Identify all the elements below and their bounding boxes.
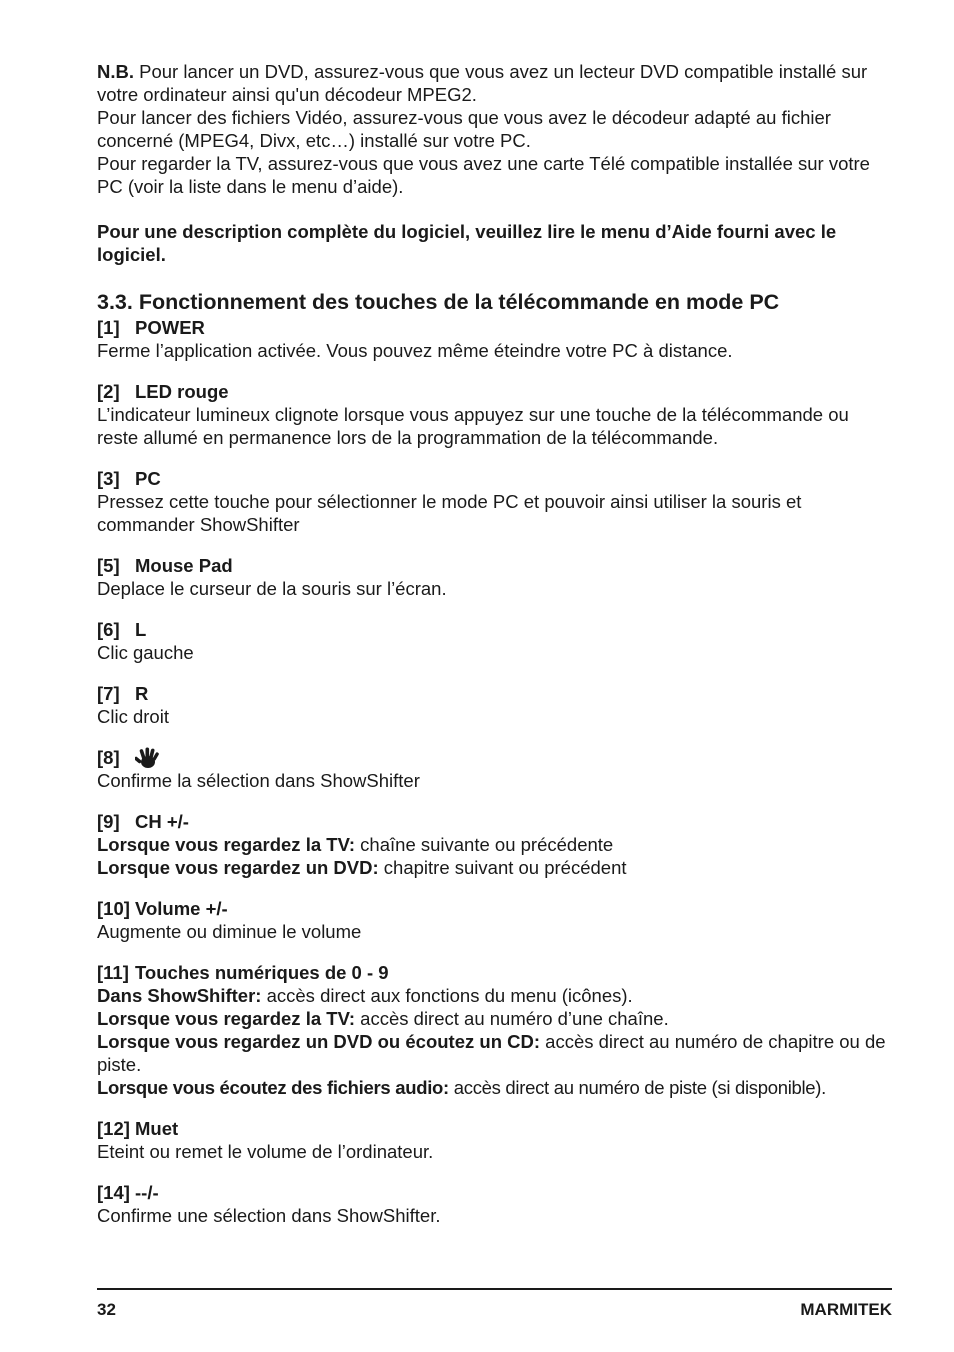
item-description: Pressez cette touche pour sélectionner le mode PC et pouvoir ainsi utiliser la souris et commander ShowShifter	[97, 491, 802, 535]
line-label: Lorsque vous regardez un DVD ou écoutez un CD:	[97, 1031, 541, 1052]
item-number: [9]	[97, 811, 120, 832]
item-description: Clic droit	[97, 706, 169, 727]
item-name: Mouse Pad	[135, 555, 233, 576]
item-number: [6]	[97, 619, 120, 640]
line-text: accès direct au numéro de chapitre ou de piste.	[97, 1031, 886, 1075]
line-label: Dans ShowShifter:	[97, 985, 262, 1006]
line-text: chaîne suivante ou précédente	[355, 834, 614, 855]
nb-text: Pour lancer un DVD, assurez-vous que vous avez un lecteur DVD compatible installé sur votre ordinateur ainsi qu'un décodeur MPEG2.	[97, 61, 868, 105]
item-power	[97, 316, 892, 362]
item-name: Volume +/-	[135, 898, 228, 919]
page-content	[97, 60, 892, 1245]
item-name: POWER	[135, 317, 205, 338]
item-confirm-hand	[97, 746, 892, 792]
item-description: Ferme l’application activée. Vous pouvez même éteindre votre PC à distance.	[97, 340, 733, 361]
intro-notes	[97, 60, 892, 198]
item-description: L’indicateur lumineux clignote lorsque vous appuyez sur une touche de la télécommande ou reste allumé en permanence lors de la programmation de la télécommande.	[97, 404, 849, 448]
item-line	[97, 856, 892, 879]
nb-paragraph	[97, 60, 892, 106]
item-number-keys	[97, 961, 892, 1099]
footer-divider	[97, 1288, 892, 1290]
item-name: Muet	[135, 1118, 179, 1139]
item-l	[97, 618, 892, 664]
page-number: 32	[97, 1300, 116, 1319]
item-led-rouge	[97, 380, 892, 449]
section-title: 3.3. Fonctionnement des touches de la télécommande en mode PC	[97, 290, 780, 314]
item-number: [5]	[97, 555, 120, 576]
page-footer	[97, 1299, 892, 1321]
item-name: CH +/-	[135, 811, 189, 832]
item-name: LED rouge	[135, 381, 229, 402]
item-line	[97, 984, 892, 1007]
item-description: Confirme une sélection dans ShowShifter.	[97, 1205, 441, 1226]
line-text: accès direct au numéro de piste (si disponible).	[448, 1077, 827, 1098]
item-pc	[97, 467, 892, 536]
line-text: chapitre suivant ou précédent	[378, 857, 627, 878]
item-name: L	[135, 619, 147, 640]
video-note: Pour lancer des fichiers Vidéo, assurez-vous que vous avez le décodeur adapté au fichier concerné (MPEG4, Divx, etc…) installé sur votre PC.	[97, 107, 831, 151]
item-description: Deplace le curseur de la souris sur l’écran.	[97, 578, 447, 599]
line-text: accès direct aux fonctions du menu (icônes).	[261, 985, 633, 1006]
line-label: Lorsque vous regardez un DVD:	[97, 857, 379, 878]
item-name: Touches numériques de 0 - 9	[135, 962, 389, 983]
item-description: Augmente ou diminue le volume	[97, 921, 362, 942]
nb-label: N.B.	[97, 61, 134, 82]
item-description: Eteint ou remet le volume de l’ordinateur.	[97, 1141, 434, 1162]
item-number: [2]	[97, 381, 120, 402]
item-mouse-pad	[97, 554, 892, 600]
item-number: [8]	[97, 747, 120, 768]
item-number: [11]	[97, 962, 129, 983]
line-label: Lorsque vous regardez la TV:	[97, 834, 356, 855]
item-dash	[97, 1181, 892, 1227]
item-name: R	[135, 683, 149, 704]
line-text: accès direct au numéro d’une chaîne.	[355, 1008, 669, 1029]
item-number: [10]	[97, 898, 130, 919]
item-line	[97, 833, 892, 856]
item-mute	[97, 1117, 892, 1163]
item-name: --/-	[135, 1182, 159, 1203]
item-line	[97, 1076, 892, 1099]
item-ch	[97, 810, 892, 879]
line-label: Lorsque vous regardez la TV:	[97, 1008, 356, 1029]
brand-name: MARMITEK	[800, 1300, 892, 1319]
item-r	[97, 682, 892, 728]
hand-icon	[135, 747, 161, 769]
item-line	[97, 1007, 892, 1030]
item-number: [14]	[97, 1182, 130, 1203]
item-description: Confirme la sélection dans ShowShifter	[97, 770, 420, 791]
item-name: PC	[135, 468, 161, 489]
item-description: Clic gauche	[97, 642, 194, 663]
item-number: [3]	[97, 468, 120, 489]
item-line	[97, 1030, 892, 1076]
help-note: Pour une description complète du logiciel, veuillez lire le menu d’Aide fourni avec le logiciel.	[97, 221, 837, 265]
item-number: [7]	[97, 683, 120, 704]
item-number: [1]	[97, 317, 120, 338]
tv-note: Pour regarder la TV, assurez-vous que vous avez une carte Télé compatible installée sur votre PC (voir la liste dans le menu d’aide).	[97, 153, 870, 197]
line-label: Lorsque vous écoutez des fichiers audio:	[97, 1077, 449, 1098]
item-volume	[97, 897, 892, 943]
item-number: [12]	[97, 1118, 130, 1139]
